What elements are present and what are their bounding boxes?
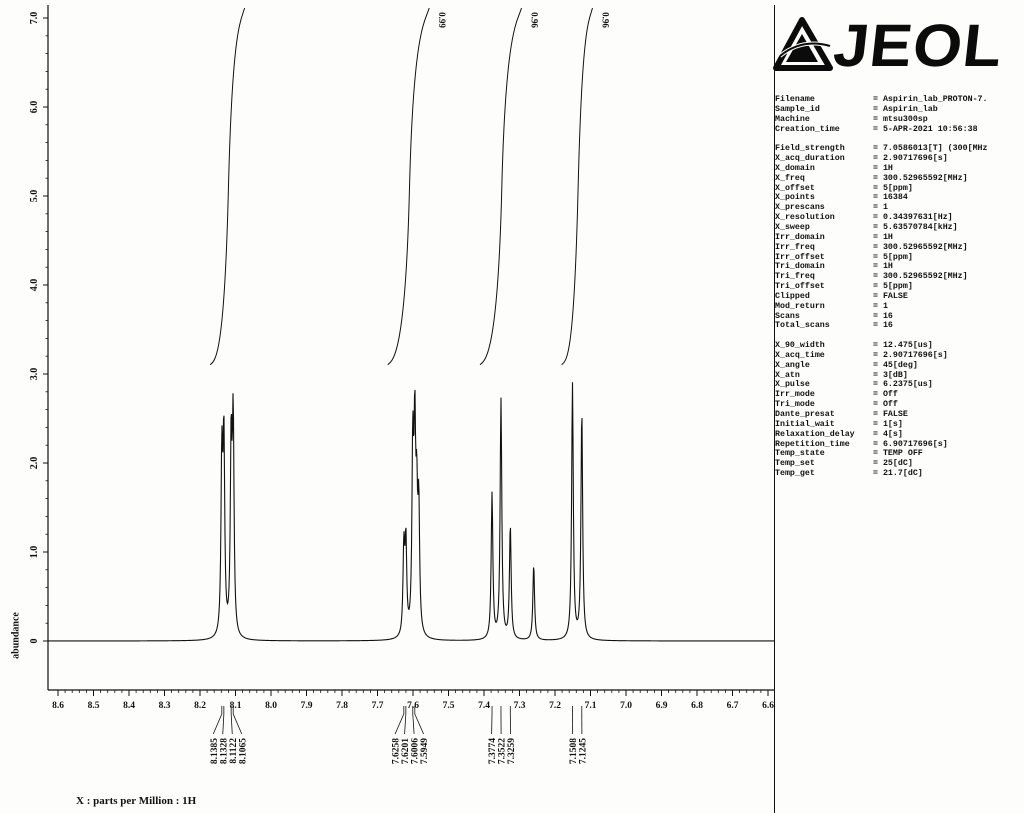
x-tick-label: 6.7	[726, 701, 739, 711]
param-value: = 0.34397631[Hz]	[873, 213, 953, 223]
param-key: Relaxation_delay	[775, 429, 855, 439]
param-key: Filename	[775, 95, 815, 104]
peak-pick-label: 7.5949	[420, 738, 431, 765]
param-key: Field_strength	[775, 144, 845, 154]
param-key: Temp_get	[775, 469, 815, 479]
x-tick-label: 8.4	[123, 701, 135, 711]
param-row	[775, 292, 1020, 302]
peak-pick-label: 7.6006	[410, 738, 421, 765]
param-row	[775, 400, 1020, 410]
param-row	[775, 213, 1020, 223]
param-value: = 300.52965592[MHz]	[873, 242, 968, 252]
param-row	[775, 459, 1020, 469]
param-row	[775, 253, 1020, 263]
param-key: X_points	[775, 193, 815, 203]
param-row	[775, 193, 1020, 203]
param-key: Temp_set	[775, 459, 815, 469]
param-key: Irr_domain	[775, 232, 825, 242]
integral-label: 0.99	[437, 12, 448, 28]
param-key: X_pulse	[775, 380, 810, 390]
param-value: = 12.475[us]	[873, 341, 933, 351]
param-key: Tri_mode	[775, 400, 815, 410]
x-tick-label: 8.0	[265, 701, 277, 711]
integral-curve	[562, 8, 593, 365]
param-value: = 6.2375[us]	[873, 380, 933, 390]
peak-pick-line	[415, 714, 424, 734]
param-key: Tri_freq	[775, 272, 815, 282]
param-value: = 1	[873, 203, 888, 213]
peak-pick-label: 7.3259	[507, 738, 518, 765]
integral-curve	[210, 8, 244, 365]
param-value: = 5[ppm]	[873, 252, 913, 262]
param-key: Tri_domain	[775, 262, 825, 272]
integral-curve	[388, 8, 430, 365]
x-axis-label: X : parts per Million : 1H	[76, 795, 197, 807]
x-tick-label: 8.1	[229, 701, 242, 711]
x-tick-label: 7.1	[584, 701, 597, 711]
x-tick-label: 8.3	[158, 701, 171, 711]
x-tick-label: 8.6	[52, 701, 64, 711]
jeol-logo	[772, 14, 1022, 78]
param-key: Scans	[775, 311, 800, 321]
x-tick-label: 7.8	[336, 701, 348, 711]
param-value: = 2.90717696[s]	[873, 350, 948, 360]
param-row	[775, 410, 1020, 420]
peak-pick-label: 8.1065	[238, 738, 249, 765]
param-key: Creation_time	[775, 124, 840, 134]
param-row	[775, 105, 1020, 115]
peak-pick-label: 8.1328	[219, 738, 230, 765]
param-key: Repetition_time	[775, 439, 850, 449]
param-key: Dante_presat	[775, 410, 835, 419]
param-value: = Off	[873, 390, 898, 400]
param-key: X_offset	[775, 183, 815, 193]
param-row	[775, 262, 1020, 272]
param-row	[775, 430, 1020, 440]
peak-pick-label: 7.6258	[391, 738, 402, 765]
param-key: X_sweep	[775, 222, 810, 232]
param-row	[775, 282, 1020, 292]
param-row	[775, 233, 1020, 243]
x-tick-label: 6.8	[691, 701, 703, 711]
param-row	[775, 371, 1020, 381]
param-row	[775, 449, 1020, 459]
param-key: Total_scans	[775, 321, 830, 331]
param-value: = 7.0586013[T] (300[MHz	[873, 144, 988, 154]
param-key: Machine	[775, 114, 810, 124]
param-value: = 25[dC]	[873, 459, 913, 469]
param-value: = 5[ppm]	[873, 282, 913, 292]
param-value: = Aspirin_lab	[873, 104, 938, 114]
y-tick-label: 2.0	[29, 456, 40, 470]
x-tick-label: 7.9	[300, 701, 313, 711]
param-row	[775, 380, 1020, 390]
x-tick-label: 7.5	[442, 701, 455, 711]
param-value: = 300.52965592[MHz]	[873, 173, 968, 183]
param-row	[775, 440, 1020, 450]
param-value: = 21.7[dC]	[873, 469, 923, 479]
param-value: = 16	[873, 321, 893, 331]
param-key: X_freq	[775, 173, 805, 183]
peak-pick-label: 7.3522	[497, 738, 508, 765]
param-row	[775, 312, 1020, 322]
x-tick-label: 7.4	[478, 701, 490, 711]
param-key: X_resolution	[775, 213, 835, 223]
param-key: X_acq_duration	[775, 154, 845, 164]
param-value: = 3[dB]	[873, 370, 908, 380]
param-value: = 5[ppm]	[873, 183, 913, 193]
param-row	[775, 361, 1020, 371]
param-row	[775, 154, 1020, 164]
param-value: = 1	[873, 301, 888, 311]
param-key: Initial_wait	[775, 419, 835, 429]
param-row	[775, 95, 1020, 105]
param-value: = 6.90717696[s]	[873, 439, 948, 449]
param-value: = 2.90717696[s]	[873, 154, 948, 164]
param-value: = FALSE	[873, 291, 908, 301]
param-row	[775, 390, 1020, 400]
x-tick-label: 8.5	[87, 701, 100, 711]
param-gap	[775, 134, 1020, 144]
x-tick-label: 7.2	[549, 701, 561, 711]
param-value: = 45[deg]	[873, 360, 918, 370]
param-value: = Aspirin_lab_PROTON-7.	[873, 95, 988, 104]
param-value: = mtsu300sp	[873, 114, 928, 124]
x-tick-label: 7.0	[620, 701, 632, 711]
param-row	[775, 469, 1020, 479]
param-row	[775, 272, 1020, 282]
param-value: = 1H	[873, 262, 893, 272]
param-row	[775, 420, 1020, 430]
x-tick-label: 7.7	[371, 701, 384, 711]
param-row	[775, 243, 1020, 253]
jeol-logo-icon	[772, 16, 836, 76]
param-row	[775, 223, 1020, 233]
spectrum-trace	[48, 382, 774, 641]
param-value: = Off	[873, 400, 898, 410]
param-row	[775, 321, 1020, 331]
param-row	[775, 144, 1020, 154]
peak-pick-line	[395, 714, 404, 734]
param-row	[775, 125, 1020, 135]
y-tick-label: 1.0	[29, 545, 40, 559]
param-key: Irr_freq	[775, 242, 815, 252]
param-value: = 16	[873, 311, 893, 321]
param-row	[775, 341, 1020, 351]
param-value: = 5-APR-2021 10:56:38	[873, 124, 978, 134]
peak-pick-label: 8.1122	[228, 738, 239, 764]
y-tick-label: 6.0	[29, 100, 40, 114]
integral-label: 0.96	[600, 12, 611, 28]
integral-label: 0.96	[529, 12, 540, 28]
y-axis-label: abundance	[10, 612, 22, 659]
param-value: = 4[s]	[873, 429, 903, 439]
param-value: = 16384	[873, 193, 908, 203]
acquisition-parameters	[775, 95, 1020, 479]
y-tick-label: 5.0	[29, 189, 40, 203]
param-value: = 1H	[873, 163, 893, 173]
param-gap	[775, 331, 1020, 341]
x-tick-label: 7.6	[407, 701, 419, 711]
param-key: Sample_id	[775, 104, 820, 114]
param-key: X_acq_time	[775, 350, 825, 360]
peak-pick-line	[223, 714, 224, 734]
param-key: Tri_offset	[775, 282, 825, 292]
param-key: Irr_mode	[775, 390, 815, 400]
peak-pick-label: 7.1508	[568, 738, 579, 765]
param-row	[775, 115, 1020, 125]
param-key: X_90_width	[775, 341, 825, 351]
peak-pick-line	[233, 714, 242, 734]
param-key: X_domain	[775, 163, 815, 173]
param-row	[775, 203, 1020, 213]
integral-curve	[480, 8, 522, 365]
peak-pick-label: 8.1385	[209, 738, 220, 765]
param-key: Clipped	[775, 291, 810, 301]
param-key: Temp_state	[775, 449, 825, 459]
x-tick-label: 7.3	[513, 701, 526, 711]
param-row	[775, 302, 1020, 312]
param-value: = TEMP OFF	[873, 449, 923, 459]
param-value: = 300.52965592[MHz]	[873, 272, 968, 282]
y-tick-label: 7.0	[29, 11, 40, 25]
peak-pick-label: 7.3774	[488, 738, 499, 765]
x-tick-label: 8.2	[194, 701, 206, 711]
param-key: X_prescans	[775, 203, 825, 213]
param-value: = 1[s]	[873, 419, 903, 429]
peak-pick-line	[405, 714, 406, 734]
param-value: = 5.63570784[kHz]	[873, 222, 958, 232]
param-value: = FALSE	[873, 410, 908, 419]
peak-pick-line	[413, 714, 414, 734]
param-row	[775, 164, 1020, 174]
param-key: Mod_return	[775, 301, 825, 311]
y-tick-label: 3.0	[29, 367, 40, 381]
x-tick-label: 6.6	[762, 701, 774, 711]
param-value: = 1H	[873, 232, 893, 242]
y-tick-label: 0	[29, 638, 40, 644]
y-tick-label: 4.0	[29, 278, 40, 292]
param-key: Irr_offset	[775, 252, 825, 262]
param-row	[775, 351, 1020, 361]
param-key: X_angle	[775, 360, 810, 370]
param-row	[775, 174, 1020, 184]
peak-pick-line	[231, 714, 232, 734]
param-row	[775, 184, 1020, 194]
peak-pick-line	[213, 714, 222, 734]
peak-pick-label: 7.1245	[578, 738, 589, 765]
peak-pick-label: 7.6201	[401, 738, 412, 765]
x-tick-label: 6.9	[655, 701, 668, 711]
param-key: X_atn	[775, 370, 800, 380]
jeol-logo-text: JEOL	[830, 12, 1007, 79]
